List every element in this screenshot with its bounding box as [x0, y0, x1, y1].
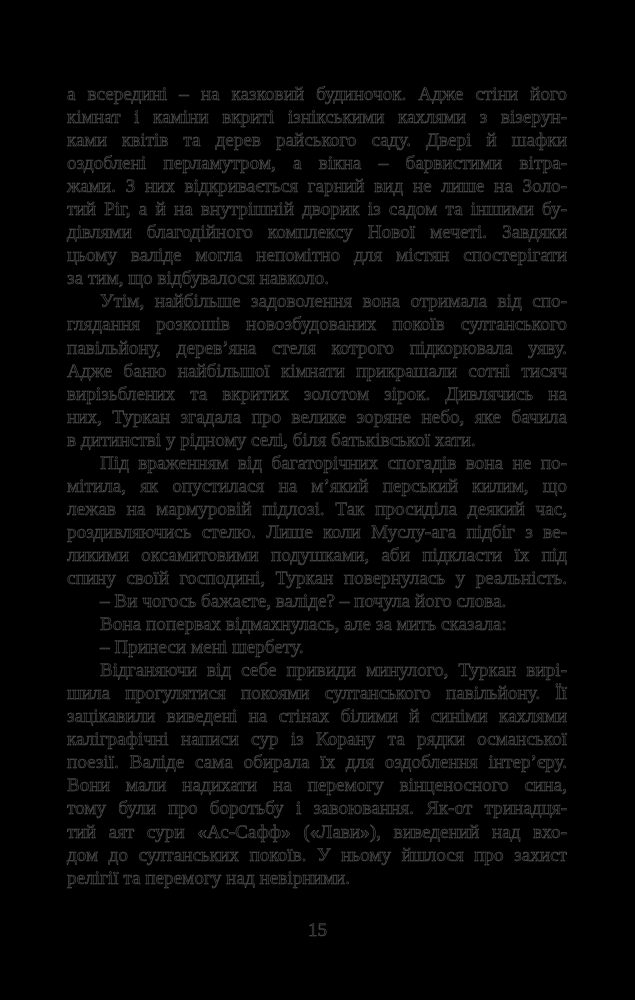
text-line: жами. З них відкривається гарний вид не лише на Золо- — [67, 176, 567, 198]
text-line: павільйону, дерев’яна стеля котрого підкорювала уяву. — [67, 337, 567, 359]
text-line: вирізьблених та вкритих золотом зірок. Дивлячись на — [67, 383, 567, 405]
text-line: за тим, що відбувалося навколо. — [67, 268, 330, 290]
text-line: ликими оксамитовими подушками, аби підкласти їх під — [67, 544, 567, 566]
text-line: шила прогулятися покоями султанського павільйону. Її — [67, 683, 567, 705]
page-number: 15 — [308, 920, 327, 941]
text-line: Вони мали надихати на перемогу вінценосного сина, — [67, 775, 567, 797]
text-line: поезії. Валіде сама обирала їх для оздоблення інтер’єру. — [67, 752, 567, 774]
text-line: глядання розкошів новозбудованих покоїв султанського — [67, 314, 567, 336]
text-line: кімнат і каміни вкриті ізнікськими кахлями з візерун- — [67, 107, 567, 129]
text-line: дом до султанських покоїв. У ньому йшлося про захист — [67, 844, 567, 866]
text-line: мітила, як опустилася на м’який перський килим, що — [67, 475, 567, 497]
text-line: Утім, найбільше задоволення вона отримала від спо- — [100, 291, 567, 313]
text-line: а всередині – на казковий будиночок. Адже стіни його — [67, 84, 567, 105]
text-line: лежав на мармуровій підлозі. Так просиділа деякий час, — [67, 498, 567, 520]
text-line: в дитинстві у рідному селі, біля батьківської хати. — [67, 429, 476, 451]
text-line: Відганяючи від себе привиди минулого, Туркан вирі- — [100, 660, 567, 682]
text-line: спину своїй господині, Туркан повернулась у реальність. — [67, 567, 567, 589]
text-line: каліграфічні написи сур із Корану та рядки османської — [67, 729, 567, 751]
text-line: дівлями благодійного комплексу Нової мечеті. Завдяки — [67, 222, 567, 244]
text-line: оздоблені перламутром, а вікна – барвистими вітра- — [67, 153, 567, 175]
text-line: цьому валіде могла непомітно для містян спостерігати — [67, 245, 567, 267]
text-line: роздивляючись стелю. Лише коли Муслу-ага підбіг з ве- — [67, 521, 567, 543]
page-body-text — [67, 83, 567, 890]
text-line: тий Ріг, а й на внутрішній дворик із садом та іншими бу- — [67, 199, 567, 221]
text-line: тий аят сури «Ас-Сафф» («Лави»), виведений над вхо- — [67, 821, 567, 843]
text-line: релігії та перемогу над невірними. — [67, 867, 351, 889]
text-line: тому були про боротьбу і завоювання. Як-от тринадця- — [67, 798, 567, 820]
text-line: – Ви чогось бажаєте, валіде? – почула його слова. — [100, 591, 507, 613]
text-line: Вона попервах відмахнулась, але за мить сказала: — [100, 614, 507, 636]
text-line: – Принеси мені шербету. — [100, 637, 304, 659]
text-line: Адже баню найбільшої кімнати прикрашали сотні тисяч — [67, 360, 567, 382]
text-line: зацікавили виведені на стінах білими й синіми кахлями — [67, 706, 567, 728]
text-line: Під враженням від багаторічних спогадів вона не по- — [100, 452, 567, 474]
text-line: них, Туркан згадала про велике зоряне небо, яке бачила — [67, 406, 567, 428]
text-line: ками квітів та дерев райського саду. Двері й шафки — [67, 130, 567, 152]
